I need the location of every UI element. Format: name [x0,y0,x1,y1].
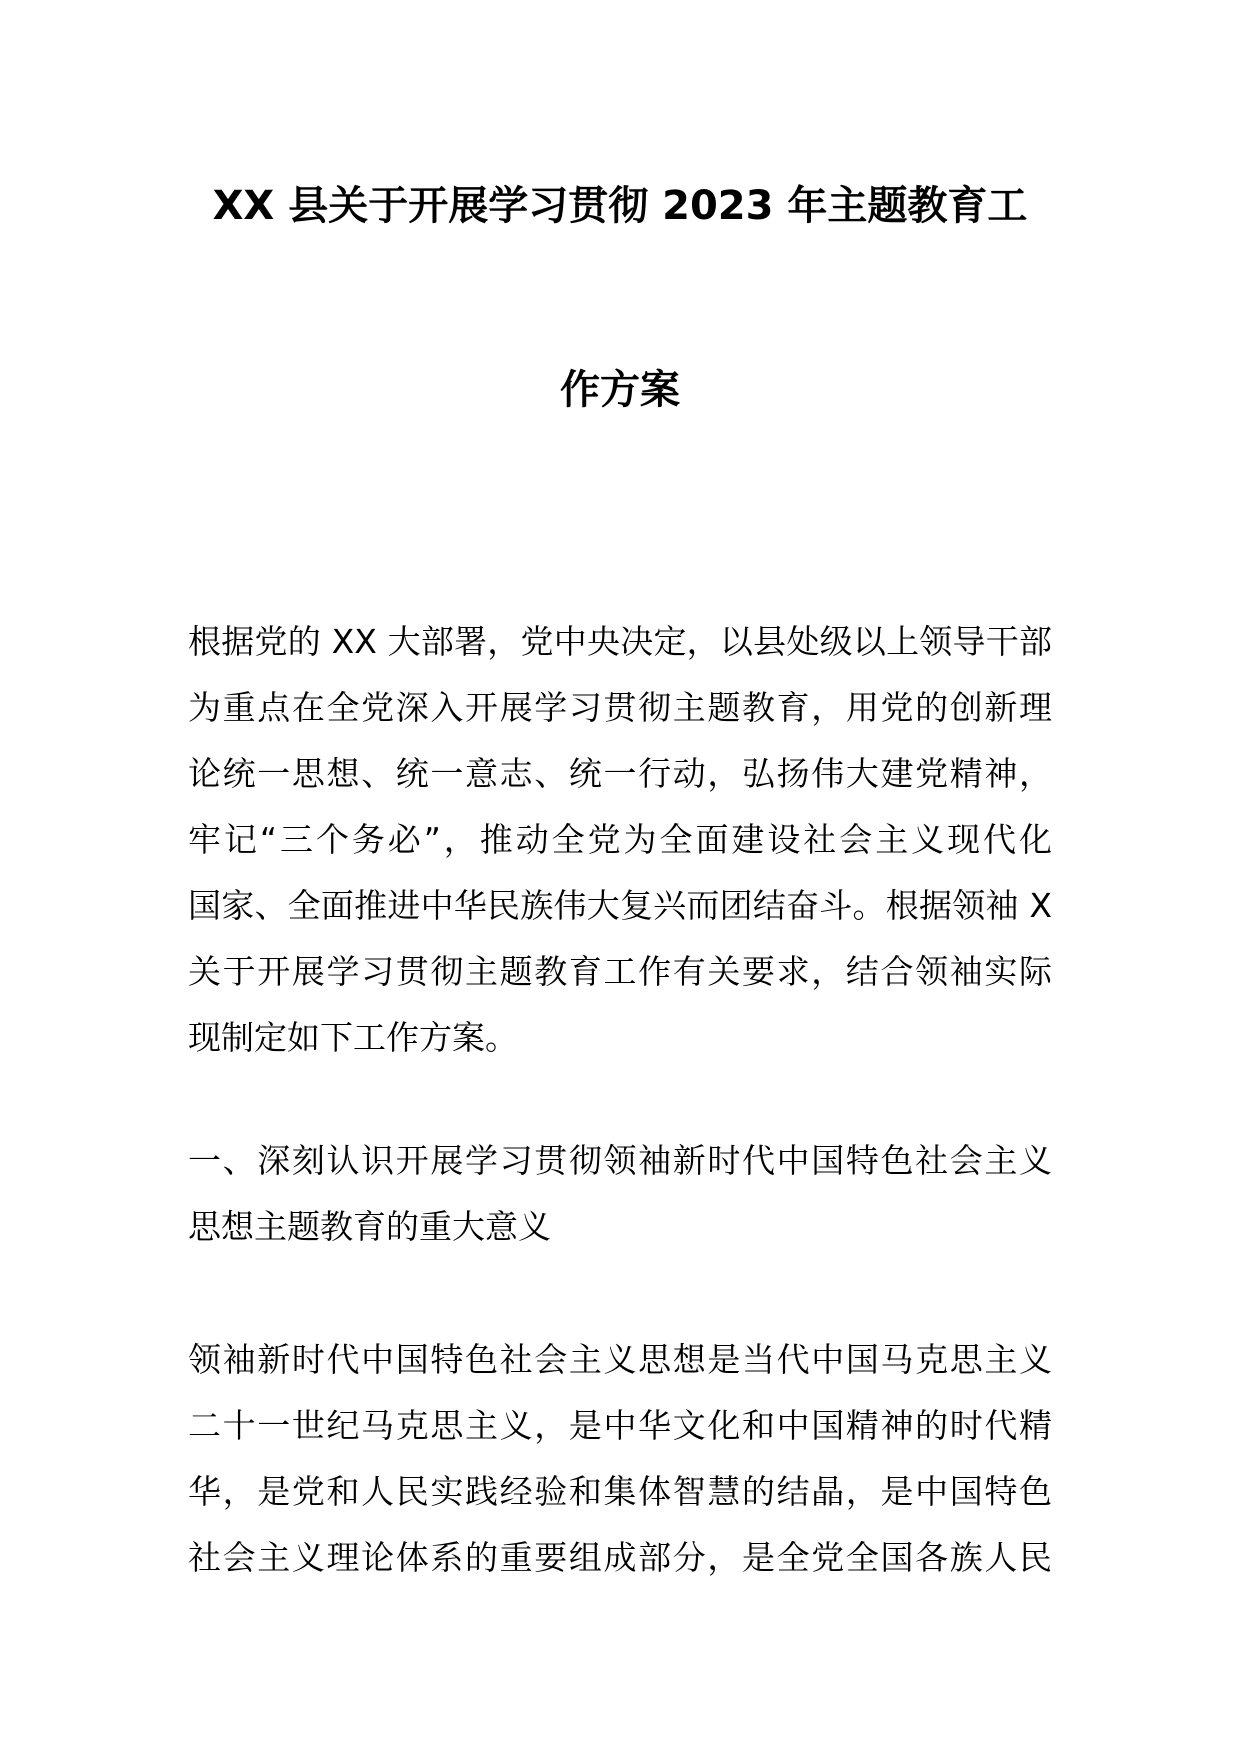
paragraph-line: 论统一思想、统一意志、统一行动，弘扬伟大建党精神， [188,754,1052,793]
section-heading-1 [188,1128,1052,1260]
paragraph-line: 国家、全面推进中华民族伟大复兴而团结奋斗。根据领袖 X [188,886,1052,925]
paragraph-line: 为重点在全党深入开展学习贯彻主题教育，用党的创新理 [188,688,1052,727]
paragraph-line: 华，是党和人民实践经验和集体智慧的结晶，是中国特色 [188,1472,1052,1511]
heading-line: 思想主题教育的重大意义 [188,1207,551,1246]
paragraph-line: 牢记“三个务必”，推动全党为全面建设社会主义现代化 [188,820,1052,859]
paragraph-line: 现制定如下工作方案。 [188,1018,518,1057]
document-title-line-1: XX 县关于开展学习贯彻 2023 年主题教育工 [212,183,1028,229]
document-title-line-2: 作方案 [560,367,680,413]
paragraph-line: 领袖新时代中国特色社会主义思想是当代中国马克思主义 [188,1340,1052,1379]
heading-line: 一、深刻认识开展学习贯彻领袖新时代中国特色社会主义 [188,1141,1052,1180]
intro-paragraph [188,609,1052,1071]
paragraph-line: 关于开展学习贯彻主题教育工作有关要求，结合领袖实际 [188,952,1052,991]
body-paragraph [188,1327,1052,1591]
paragraph-line: 根据党的 XX 大部署，党中央决定，以县处级以上领导干部 [188,622,1052,661]
paragraph-line: 社会主义理论体系的重要组成部分，是全党全国各族人民 [188,1538,1052,1577]
paragraph-line: 二十一世纪马克思主义，是中华文化和中国精神的时代精 [188,1406,1052,1445]
